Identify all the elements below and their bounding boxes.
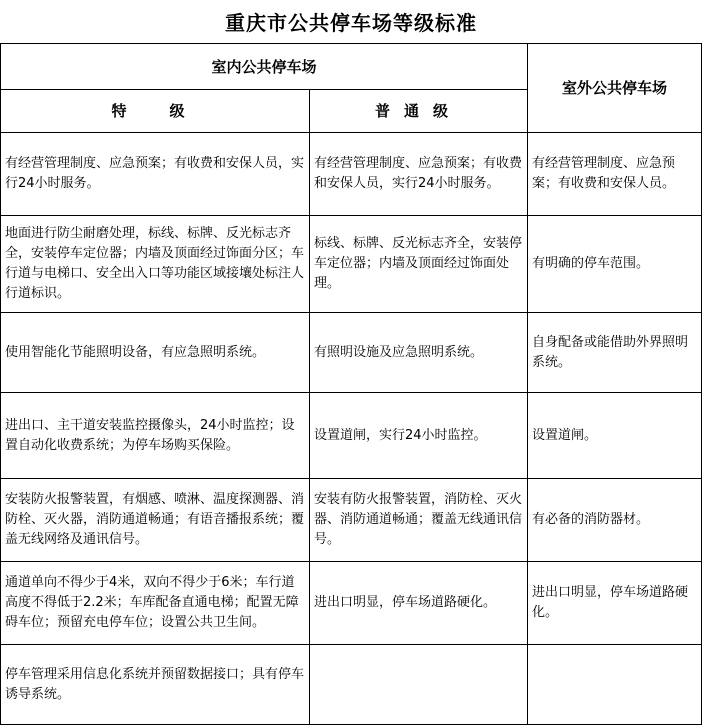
ordinary-cell: 有照明设施及应急照明系统。 <box>310 313 528 393</box>
ordinary-cell: 进出口明显，停车场道路硬化。 <box>310 562 528 645</box>
table-row <box>1 479 702 562</box>
ordinary-cell: 标线、标牌、反光标志齐全，安装停车定位器；内墙及顶面经过饰面处理。 <box>310 216 528 313</box>
outdoor-cell: 有经营管理制度、应急预案；有收费和安保人员。 <box>528 133 702 216</box>
outdoor-parking-header: 室外公共停车场 <box>528 44 702 133</box>
table-row <box>1 313 702 393</box>
special-cell: 使用智能化节能照明设备，有应急照明系统。 <box>1 313 310 393</box>
special-cell: 地面进行防尘耐磨处理，标线、标牌、反光标志齐全，安装停车定位器；内墙及顶面经过饰面分区；车行道与电梯口、安全出入口等功能区域接壤处标注人行道标识。 <box>1 216 310 313</box>
outdoor-cell <box>528 645 702 725</box>
special-cell: 停车管理采用信息化系统并预留数据接口；具有停车诱导系统。 <box>1 645 310 725</box>
page-title: 重庆市公共停车场等级标准 <box>225 10 477 35</box>
special-cell: 通道单向不得少于4米，双向不得少于6米；车行道高度不得低于2.2米；车库配备直通电梯；配置无障碍车位；预留充电停车位；设置公共卫生间。 <box>1 562 310 645</box>
table-row <box>1 645 702 725</box>
outdoor-cell: 进出口明显，停车场道路硬化。 <box>528 562 702 645</box>
ordinary-cell: 设置道闸，实行24小时监控。 <box>310 393 528 479</box>
outdoor-cell: 有必备的消防器材。 <box>528 479 702 562</box>
table-row <box>1 393 702 479</box>
header-row-1 <box>1 44 702 90</box>
table-row <box>1 133 702 216</box>
special-cell: 安装防火报警装置，有烟感、喷淋、温度探测器、消防栓、灭火器，消防通道畅通；有语音播报系统；覆盖无线网络及通讯信号。 <box>1 479 310 562</box>
ordinary-cell: 有经营管理制度、应急预案；有收费和安保人员，实行24小时服务。 <box>310 133 528 216</box>
ordinary-cell: 安装有防火报警装置，消防栓、灭火器、消防通道畅通；覆盖无线通讯信号。 <box>310 479 528 562</box>
table-row <box>1 216 702 313</box>
indoor-parking-header: 室内公共停车场 <box>1 44 528 90</box>
special-cell: 有经营管理制度、应急预案；有收费和安保人员，实行24小时服务。 <box>1 133 310 216</box>
special-grade-header: 特 级 <box>1 90 310 133</box>
outdoor-cell: 有明确的停车范围。 <box>528 216 702 313</box>
outdoor-cell: 设置道闸。 <box>528 393 702 479</box>
special-cell: 进出口、主干道安装监控摄像头，24小时监控；设置自动化收费系统；为停车场购买保险。 <box>1 393 310 479</box>
ordinary-cell <box>310 645 528 725</box>
ordinary-grade-header: 普通级 <box>310 90 528 133</box>
standards-table <box>0 43 702 725</box>
table-row <box>1 562 702 645</box>
outdoor-cell: 自身配备或能借助外界照明系统。 <box>528 313 702 393</box>
